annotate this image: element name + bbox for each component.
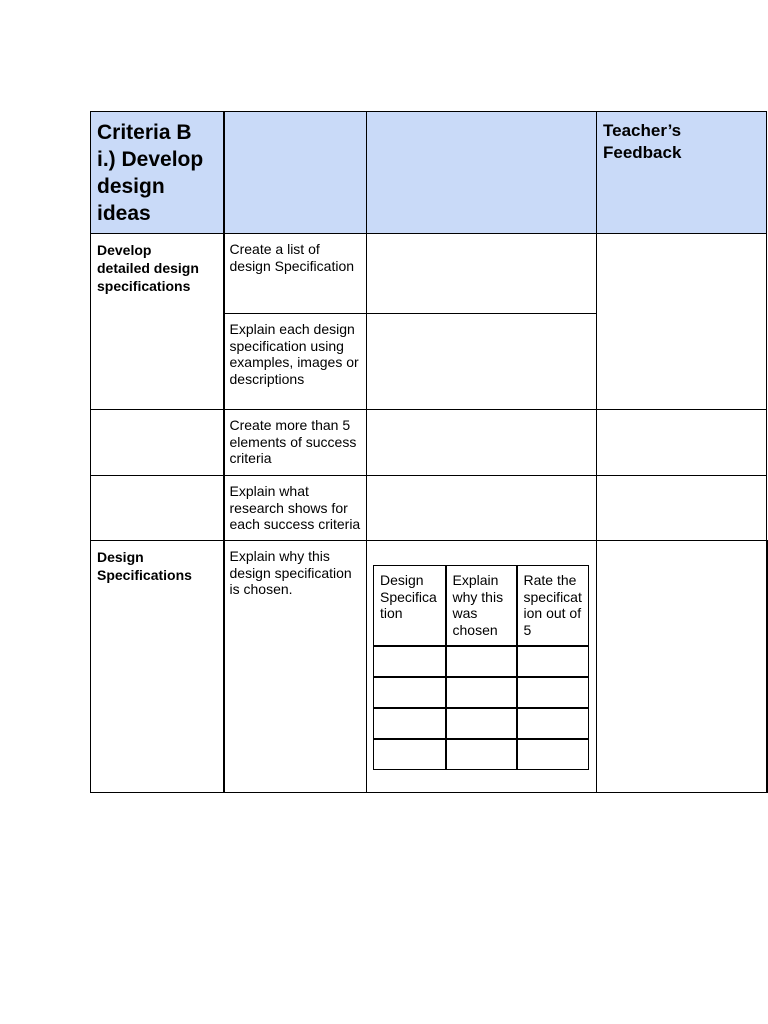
inner-header-cell: Rate the specificat ion out of 5	[517, 566, 589, 646]
feedback-cell[interactable]	[597, 410, 767, 476]
inner-row	[374, 708, 589, 739]
inner-cell[interactable]	[517, 646, 589, 677]
table-row	[91, 234, 767, 314]
feedback-cell[interactable]	[597, 234, 767, 410]
row-label	[91, 410, 223, 417]
inner-cell[interactable]	[517, 677, 589, 708]
response-cell[interactable]	[367, 476, 597, 541]
inner-cell[interactable]	[374, 739, 446, 770]
header-feedback-cell	[597, 112, 767, 234]
header-row	[91, 112, 767, 234]
inner-cell[interactable]	[517, 739, 589, 770]
table-row	[91, 476, 767, 541]
design-specifications-label: Design Specifications	[97, 549, 192, 583]
inner-cell[interactable]	[446, 708, 517, 739]
inner-header-cell: Design Specifica tion	[374, 566, 446, 646]
inner-cell[interactable]	[374, 646, 446, 677]
header-cell-3	[367, 112, 597, 234]
header-title-cell	[91, 112, 224, 234]
task-text: Explain each design specification using examples, images or descriptions	[229, 321, 359, 387]
row-label-cell	[91, 410, 224, 476]
inner-header-row	[374, 566, 589, 646]
criteria-title: Criteria B i.) Develop design ideas	[97, 121, 204, 225]
header-cell-2	[224, 112, 367, 234]
table-row	[91, 541, 767, 793]
table-row	[91, 410, 767, 476]
inner-cell[interactable]	[517, 708, 589, 739]
task-text: Explain why this design specification is chosen.	[229, 548, 352, 597]
response-cell[interactable]	[367, 234, 597, 314]
feedback-cell[interactable]	[597, 541, 767, 793]
response-cell[interactable]	[367, 410, 597, 476]
inner-header-cell: Explain why this was chosen	[446, 566, 517, 646]
row-label-cell	[91, 541, 224, 793]
inner-row	[374, 677, 589, 708]
inner-cell[interactable]	[446, 646, 517, 677]
task-cell	[224, 476, 367, 541]
task-text: Create a list of design Specification	[229, 241, 355, 274]
inner-cell[interactable]	[446, 739, 517, 770]
task-text: Explain what research shows for each success criteria	[229, 483, 361, 532]
inner-cell[interactable]	[374, 708, 446, 739]
response-cell[interactable]	[367, 314, 597, 410]
inner-row	[374, 739, 589, 770]
response-cell	[367, 541, 597, 793]
task-cell	[224, 410, 367, 476]
feedback-cell[interactable]	[597, 476, 767, 541]
task-cell	[224, 314, 367, 410]
task-cell	[224, 541, 367, 793]
criteria-table	[90, 111, 768, 793]
row-label	[91, 476, 223, 483]
inner-cell[interactable]	[374, 677, 446, 708]
row-label-cell	[91, 234, 224, 410]
develop-specifications-label: Develop detailed design specifications	[97, 242, 199, 294]
row-label-cell	[91, 476, 224, 541]
inner-cell[interactable]	[446, 677, 517, 708]
inner-row	[374, 646, 589, 677]
task-text: Create more than 5 elements of success criteria	[229, 417, 357, 466]
teacher-feedback-heading: Teacher’s Feedback	[603, 121, 682, 162]
specification-rating-table	[373, 565, 589, 770]
task-cell	[224, 234, 367, 314]
